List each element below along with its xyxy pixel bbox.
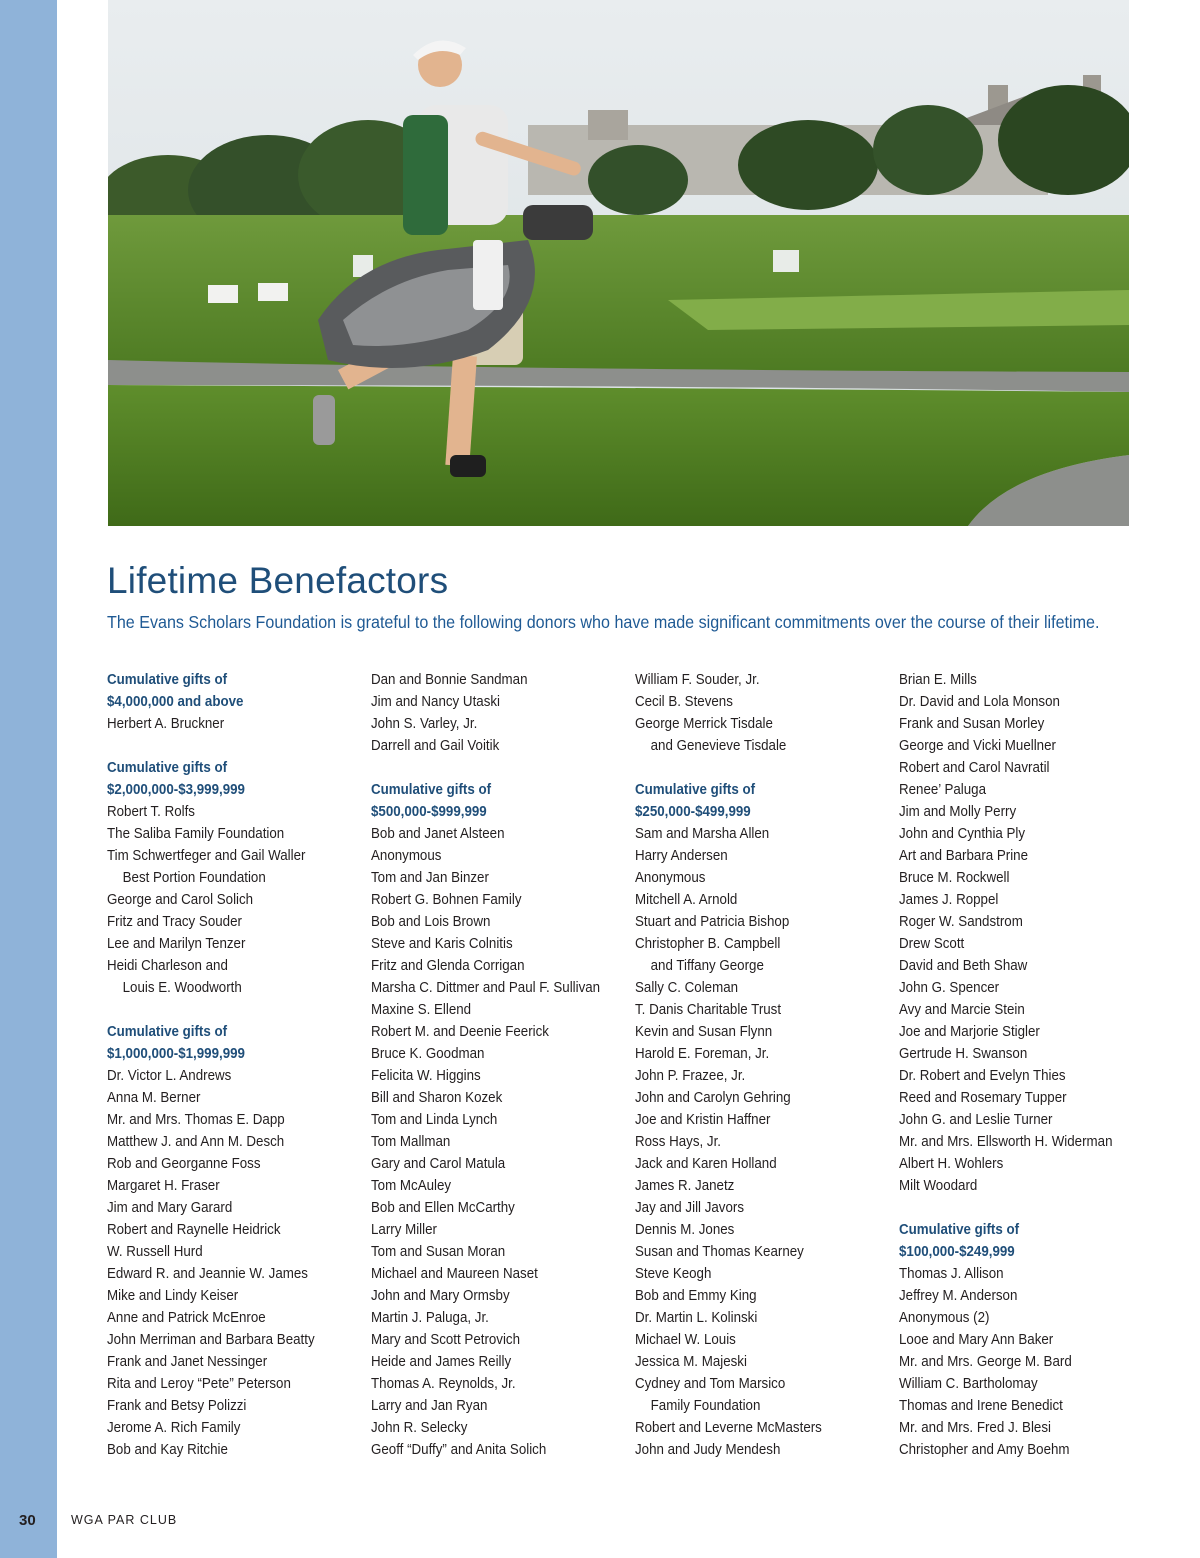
donor-name: Christopher B. Campbell: [635, 936, 781, 952]
donor-name: William C. Bartholomay: [899, 1376, 1038, 1392]
donor-column-1: [107, 669, 362, 1461]
donor-name: Roger W. Sandstrom: [899, 914, 1023, 930]
donor-name: Thomas J. Allison: [899, 1266, 1004, 1282]
donor-name: Mr. and Mrs. Ellsworth H. Widerman: [899, 1134, 1113, 1150]
donor-name: Cecil B. Stevens: [635, 694, 733, 710]
donor-name: Renee’ Paluga: [899, 782, 987, 798]
hero-photo-illustration: [108, 0, 1129, 526]
donor-name: Robert G. Bohnen Family: [371, 892, 522, 908]
donor-name: Herbert A. Bruckner: [107, 716, 225, 732]
donor-name: Tom and Linda Lynch: [371, 1112, 498, 1128]
donor-name: Albert H. Wohlers: [899, 1156, 1004, 1172]
donor-name: Gertrude H. Swanson: [899, 1046, 1028, 1062]
gift-level-heading: Cumulative gifts of: [899, 1222, 1020, 1238]
gift-level-heading: $250,000-$499,999: [635, 804, 751, 820]
donor-name: Fritz and Tracy Souder: [107, 914, 242, 930]
donor-name: Dan and Bonnie Sandman: [371, 672, 528, 688]
donor-name: Michael and Maureen Naset: [371, 1266, 538, 1282]
gift-level-heading: $2,000,000-$3,999,999: [107, 782, 245, 798]
donor-name: Larry and Jan Ryan: [371, 1398, 488, 1414]
donor-name: Ross Hays, Jr.: [635, 1134, 721, 1150]
donor-name: Frank and Susan Morley: [899, 716, 1045, 732]
donor-name: Bob and Lois Brown: [371, 914, 491, 930]
donor-name: Jack and Karen Holland: [635, 1156, 777, 1172]
section-spacer: [107, 999, 362, 1021]
donor-name: Louis E. Woodworth: [122, 980, 242, 996]
donor-column-2: [371, 669, 626, 1461]
donor-name: Art and Barbara Prine: [899, 848, 1029, 864]
gift-level-heading: Cumulative gifts of: [107, 760, 228, 776]
donor-name: Geoff “Duffy” and Anita Solich: [371, 1442, 547, 1458]
side-color-bar: [0, 0, 57, 1558]
donor-name: Martin J. Paluga, Jr.: [371, 1310, 489, 1326]
donor-name: Jerome A. Rich Family: [107, 1420, 241, 1436]
donor-name: Anne and Patrick McEnroe: [107, 1310, 266, 1326]
donor-name: Robert T. Rolfs: [107, 804, 195, 820]
donor-name: Dr. David and Lola Monson: [899, 694, 1060, 710]
donor-name: W. Russell Hurd: [107, 1244, 203, 1260]
donor-name: George Merrick Tisdale: [635, 716, 773, 732]
donor-name: Darrell and Gail Voitik: [371, 738, 500, 754]
hero-photo: [108, 0, 1129, 526]
donor-name: and Genevieve Tisdale: [650, 738, 787, 754]
donor-name: John S. Varley, Jr.: [371, 716, 478, 732]
donor-name: Kevin and Susan Flynn: [635, 1024, 773, 1040]
gift-level-heading: $1,000,000-$1,999,999: [107, 1046, 245, 1062]
donor-name: Fritz and Glenda Corrigan: [371, 958, 525, 974]
donor-name: John and Cynthia Ply: [899, 826, 1026, 842]
donor-name: George and Vicki Muellner: [899, 738, 1056, 754]
donor-name: Heidi Charleson and: [107, 958, 228, 974]
donor-name: and Tiffany George: [650, 958, 764, 974]
donor-name: Bruce K. Goodman: [371, 1046, 485, 1062]
donor-name: John and Mary Ormsby: [371, 1288, 510, 1304]
donor-name: James R. Janetz: [635, 1178, 735, 1194]
donor-column-4: [899, 669, 1154, 1461]
donor-name: Felicita W. Higgins: [371, 1068, 481, 1084]
donor-name: Jeffrey M. Anderson: [899, 1288, 1018, 1304]
donor-name: Jim and Molly Perry: [899, 804, 1017, 820]
donor-name: Harry Andersen: [635, 848, 728, 864]
donor-name: Jim and Nancy Utaski: [371, 694, 501, 710]
donor-name: Anonymous: [371, 848, 442, 864]
donor-name: Steve Keogh: [635, 1266, 712, 1282]
donor-name: Michael W. Louis: [635, 1332, 736, 1348]
donor-name: Tim Schwertfeger and Gail Waller: [107, 848, 306, 864]
donor-name: Larry Miller: [371, 1222, 437, 1238]
donor-name: Mary and Scott Petrovich: [371, 1332, 521, 1348]
donor-name: Drew Scott: [899, 936, 965, 952]
donor-name: Thomas and Irene Benedict: [899, 1398, 1063, 1414]
gift-level-heading: Cumulative gifts of: [107, 1024, 228, 1040]
donor-name: Milt Woodard: [899, 1178, 978, 1194]
gift-level-heading: $4,000,000 and above: [107, 694, 244, 710]
gift-level-heading: Cumulative gifts of: [635, 782, 756, 798]
donor-name: Bruce M. Rockwell: [899, 870, 1010, 886]
donor-name: The Saliba Family Foundation: [107, 826, 285, 842]
donor-name: Dr. Robert and Evelyn Thies: [899, 1068, 1066, 1084]
donor-name: Lee and Marilyn Tenzer: [107, 936, 246, 952]
donor-name: Stuart and Patricia Bishop: [635, 914, 790, 930]
donor-name: Frank and Janet Nessinger: [107, 1354, 268, 1370]
donor-name: John G. and Leslie Turner: [899, 1112, 1053, 1128]
gift-level-heading: Cumulative gifts of: [107, 672, 228, 688]
donor-name: Rita and Leroy “Pete” Peterson: [107, 1376, 291, 1392]
donor-name: Robert and Carol Navratil: [899, 760, 1050, 776]
donor-name: John P. Frazee, Jr.: [635, 1068, 746, 1084]
donor-name: Sam and Marsha Allen: [635, 826, 770, 842]
donor-name: Mr. and Mrs. Fred J. Blesi: [899, 1420, 1051, 1436]
publication-name: WGA PAR CLUB: [71, 1513, 178, 1527]
donor-name: Tom McAuley: [371, 1178, 452, 1194]
donor-name: Frank and Betsy Polizzi: [107, 1398, 247, 1414]
donor-name: Mitchell A. Arnold: [635, 892, 738, 908]
donor-name: Mr. and Mrs. George M. Bard: [899, 1354, 1072, 1370]
donor-name: Mr. and Mrs. Thomas E. Dapp: [107, 1112, 285, 1128]
donor-name: Looe and Mary Ann Baker: [899, 1332, 1054, 1348]
donor-name: Bob and Kay Ritchie: [107, 1442, 228, 1458]
donor-name: William F. Souder, Jr.: [635, 672, 760, 688]
page-title: Lifetime Benefactors: [107, 560, 449, 601]
donor-name: James J. Roppel: [899, 892, 999, 908]
donor-name: Heide and James Reilly: [371, 1354, 512, 1370]
donor-name: John Merriman and Barbara Beatty: [107, 1332, 315, 1348]
page-number: 30: [19, 1512, 36, 1529]
donor-name: George and Carol Solich: [107, 892, 254, 908]
donor-name: Jay and Jill Javors: [635, 1200, 744, 1216]
section-spacer: [107, 735, 362, 757]
gift-level-heading: $100,000-$249,999: [899, 1244, 1015, 1260]
donor-name: Anonymous: [635, 870, 706, 886]
donor-name: Jessica M. Majeski: [635, 1354, 747, 1370]
donor-name: Cydney and Tom Marsico: [635, 1376, 786, 1392]
donor-name: Brian E. Mills: [899, 672, 977, 688]
donor-name: Rob and Georganne Foss: [107, 1156, 261, 1172]
donor-name: Bill and Sharon Kozek: [371, 1090, 503, 1106]
section-spacer: [371, 757, 626, 779]
donor-name: John G. Spencer: [899, 980, 1000, 996]
donor-column-3: [635, 669, 890, 1461]
donor-name: David and Beth Shaw: [899, 958, 1028, 974]
gift-level-heading: $500,000-$999,999: [371, 804, 487, 820]
donor-name: Reed and Rosemary Tupper: [899, 1090, 1067, 1106]
donor-name: Steve and Karis Colnitis: [371, 936, 513, 952]
donor-name: John and Judy Mendesh: [635, 1442, 781, 1458]
donor-name: Joe and Marjorie Stigler: [899, 1024, 1040, 1040]
donor-name: Anna M. Berner: [107, 1090, 201, 1106]
donor-name: Robert and Leverne McMasters: [635, 1420, 822, 1436]
donor-name: Best Portion Foundation: [122, 870, 266, 886]
donor-name: T. Danis Charitable Trust: [635, 1002, 782, 1018]
donor-name: Jim and Mary Garard: [107, 1200, 233, 1216]
donor-name: John and Carolyn Gehring: [635, 1090, 791, 1106]
donor-name: Tom and Susan Moran: [371, 1244, 506, 1260]
donor-name: Joe and Kristin Haffner: [635, 1112, 771, 1128]
donor-name: Sally C. Coleman: [635, 980, 739, 996]
donor-name: Thomas A. Reynolds, Jr.: [371, 1376, 516, 1392]
donor-name: Dr. Martin L. Kolinski: [635, 1310, 758, 1326]
donor-name: Edward R. and Jeannie W. James: [107, 1266, 308, 1282]
donor-name: Bob and Emmy King: [635, 1288, 757, 1304]
donor-name: Dennis M. Jones: [635, 1222, 735, 1238]
donor-name: Bob and Ellen McCarthy: [371, 1200, 515, 1216]
donor-name: Bob and Janet Alsteen: [371, 826, 505, 842]
donor-name: Marsha C. Dittmer and Paul F. Sullivan: [371, 980, 601, 996]
donor-name: Matthew J. and Ann M. Desch: [107, 1134, 285, 1150]
section-spacer: [899, 1197, 1154, 1219]
donor-name: Tom Mallman: [371, 1134, 451, 1150]
donor-name: Maxine S. Ellend: [371, 1002, 472, 1018]
donor-name: Margaret H. Fraser: [107, 1178, 220, 1194]
donor-name: Mike and Lindy Keiser: [107, 1288, 239, 1304]
donor-name: Harold E. Foreman, Jr.: [635, 1046, 770, 1062]
donor-name: Gary and Carol Matula: [371, 1156, 506, 1172]
section-spacer: [635, 757, 890, 779]
donor-name: Tom and Jan Binzer: [371, 870, 489, 886]
donor-name: Anonymous (2): [899, 1310, 990, 1326]
donor-name: Robert and Raynelle Heidrick: [107, 1222, 281, 1238]
page-subtitle: The Evans Scholars Foundation is grateful to the following donors who have made significant commitments over the course of their lifetime.: [107, 612, 1100, 632]
donor-name: Dr. Victor L. Andrews: [107, 1068, 232, 1084]
donor-name: John R. Selecky: [371, 1420, 468, 1436]
gift-level-heading: Cumulative gifts of: [371, 782, 492, 798]
donor-name: Susan and Thomas Kearney: [635, 1244, 804, 1260]
donor-name: Robert M. and Deenie Feerick: [371, 1024, 549, 1040]
donor-name: Avy and Marcie Stein: [899, 1002, 1025, 1018]
donor-name: Christopher and Amy Boehm: [899, 1442, 1070, 1458]
donor-name: Family Foundation: [650, 1398, 761, 1414]
